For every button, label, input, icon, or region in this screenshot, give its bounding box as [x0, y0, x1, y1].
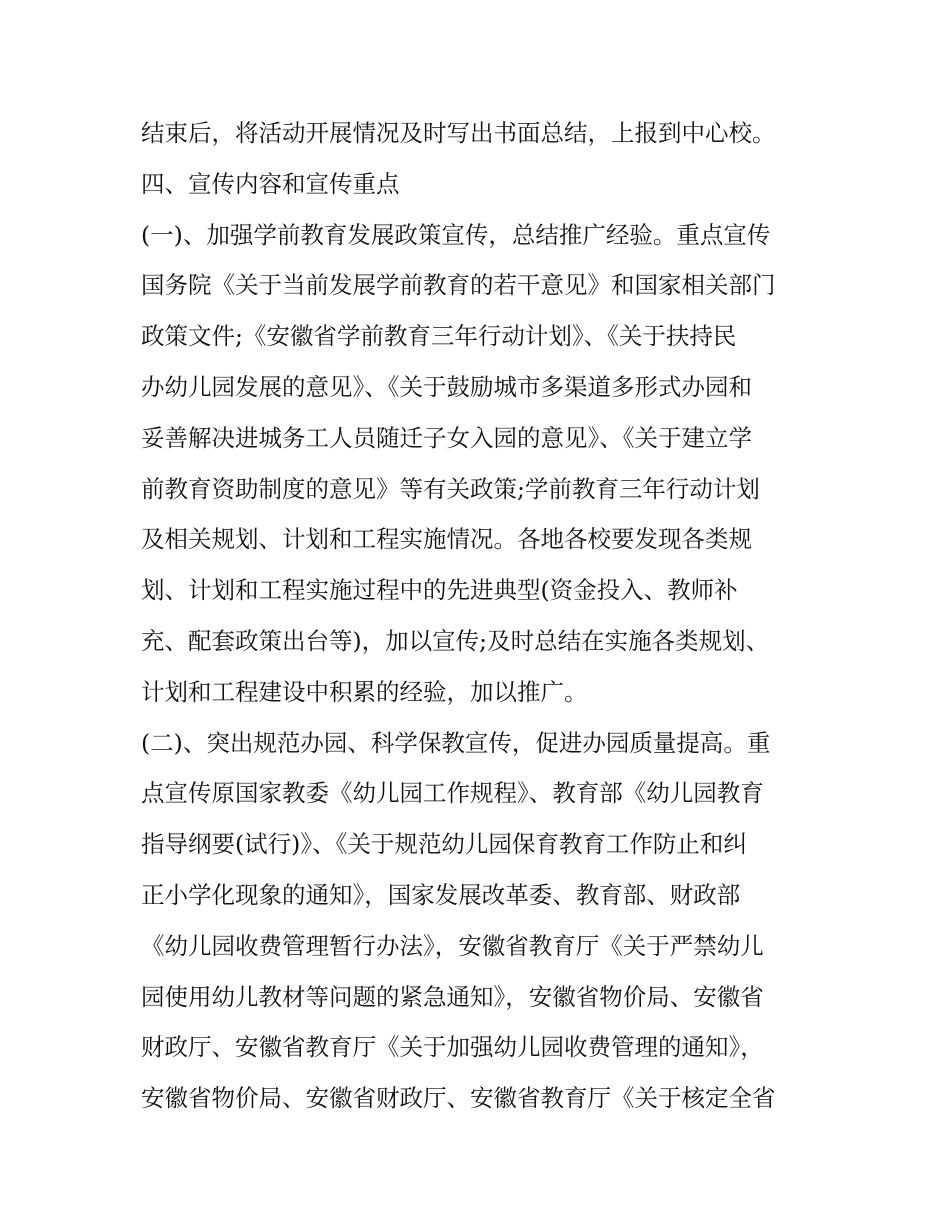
text-line: 正小学化现象的通知》，国家发展改革委、教育部、财政部 [141, 880, 741, 909]
text-line: 点宣传原国家教委《幼儿园工作规程》、教育部《幼儿园教育 [141, 779, 764, 808]
text-line: 划、计划和工程实施过程中的先进典型(资金投入、教师补 [141, 576, 738, 605]
text-line: 及相关规划、计划和工程实施情况。各地各校要发现各类规 [141, 525, 752, 554]
text-line: 指导纲要(试行)》、《关于规范幼儿园保育教育工作防止和纠 [141, 830, 747, 859]
text-line: 办幼儿园发展的意见》、《关于鼓励城市多渠道多形式办园和 [141, 372, 752, 401]
body-text [141, 108, 821, 1124]
text-line: (二)、突出规范办园、科学保教宣传，促进办园质量提高。重 [141, 728, 771, 757]
text-line: 园使用幼儿教材等问题的紧急通知》，安徽省物价局、安徽省 [141, 982, 764, 1011]
text-line: 妥善解决进城务工人员随迁子女入园的意见》、《关于建立学 [141, 423, 752, 452]
text-line: 政策文件;《安徽省学前教育三年行动计划》、《关于扶持民 [141, 322, 737, 351]
section-heading: 四、宣传内容和宣传重点 [141, 169, 400, 198]
text-line: 结束后，将活动开展情况及时写出书面总结，上报到中心校。 [141, 119, 776, 147]
text-line: 计划和工程建设中积累的经验，加以推广。 [141, 677, 588, 706]
text-line: 财政厅、安徽省教育厅《关于加强幼儿园收费管理的通知》， [141, 1033, 764, 1062]
text-line: (一)、加强学前教育发展政策宣传，总结推广经验。重点宣传 [141, 220, 771, 249]
text-line: 前教育资助制度的意见》等有关政策;学前教育三年行动计划 [141, 474, 760, 503]
text-line: 安徽省物价局、安徽省财政厅、安徽省教育厅《关于核定全省 [141, 1084, 776, 1113]
text-line: 充、配套政策出台等)，加以宣传;及时总结在实施各类规划、 [141, 626, 770, 655]
text-line: 国务院《关于当前发展学前教育的若干意见》和国家相关部门 [141, 271, 776, 300]
text-line: 《幼儿园收费管理暂行办法》，安徽省教育厅《关于严禁幼儿 [141, 931, 764, 960]
